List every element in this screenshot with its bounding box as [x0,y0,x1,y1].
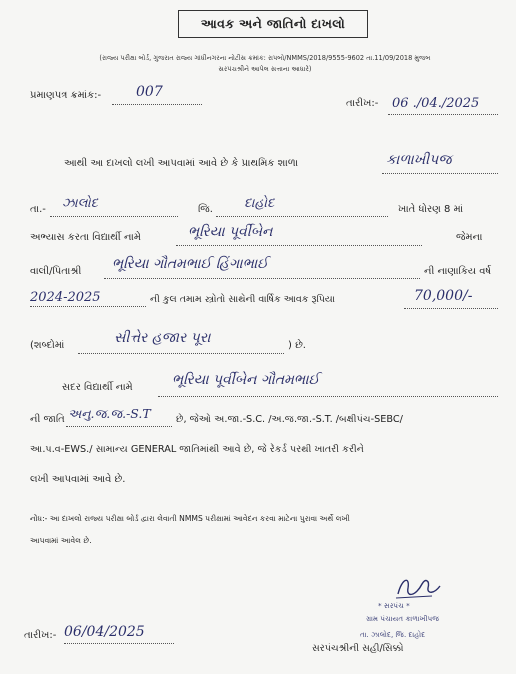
fin-year-text: ની નાણાકિય વર્ષ [424,266,492,277]
year-value: 2024-2025 [30,290,101,305]
school-line [382,173,498,174]
caste-value: અનુ.જ.જ.-S.T [68,406,151,421]
taluka-line [50,216,178,217]
student-name-value: ભૂરિયા પૂર્વીબેન [188,224,273,240]
stamp-line-3: તા. ઝાલોદ, જિ. દાહોદ [360,630,426,639]
guardian-line [104,278,420,279]
caste-options-2: આ.પ.વ-EWS./ સામાન્ય GENERAL જાતિમાંથી આવે છે, જે રેકર્ડ પરથી ખાતરી કરીને [30,444,364,455]
caste-end: લખી આપવામાં આવે છે. [30,474,126,485]
footer-date-line [64,643,174,644]
reference-note [30,53,500,75]
taluka-label: તા.- [30,204,46,215]
note-line-1: નોંધ:- આ દાખલો રાજ્ય પરીક્ષા બોર્ડ દ્વારા લેવાતી NMMS પરીક્ષામાં આવેદન કરવા માટેના પુરાવા અર્થે લખી [30,514,350,523]
district-label: જિ. [198,204,213,215]
certificate-no-value: 007 [136,84,163,100]
reference-line-2: સરપંચશ્રીને આપેલ સત્તાના આધારે) [218,65,312,73]
words-line [78,353,284,354]
district-value: દાહોદ [244,196,275,211]
document-title: આવક અને જાતિનો દાખલો [178,10,368,38]
school-value: કાળાખીપજ [386,152,452,168]
certificate-no-line [112,104,202,105]
signature-mark [392,572,444,602]
student-full-value: ભૂરિયા પૂર્વીબેન ગૌતમભાઈ [172,372,320,388]
para1-intro: આથી આ દાખલો લખી આપવામાં આવે છે કે પ્રાથમિક શાળા [64,158,299,169]
income-line [404,308,498,309]
student-name-line [176,245,422,246]
date-line [388,114,498,115]
district-line [216,216,388,217]
date-label: તારીખ:- [346,98,379,109]
guardian-value: ભૂરિયા ગૌતમભાઈ હિંગાભાઈ [112,256,269,272]
guardian-label: વાલી/પિતાશ્રી [30,266,82,277]
caste-line [66,426,172,427]
words-end: ) છે. [288,340,306,351]
certificate-no-label: પ્રમાણપત્ર ક્રમાંક:- [30,90,102,101]
words-label: (શબ્દોમાં [30,340,65,351]
para2-label: સદર વિદ્યાર્થી નામે [62,382,133,393]
stamp-line-2: ગ્રામ પંચાયત કાળાખીપજ [366,614,440,623]
whose-text: જેમના [456,232,483,243]
stamp-line-1: * સરપંચ * [378,601,410,610]
student-full-line [158,396,498,397]
footer-date-label: તારીખ:- [24,630,57,641]
words-value: સીત્તેર હજાર પૂરા [114,330,211,346]
study-text: અભ્યાસ કરતા વિદ્યાર્થી નામે [30,232,141,243]
standard-text: ખાતે ધોરણ 8 માં [398,204,464,215]
year-line [30,306,146,307]
footer-date-value: 06/04/2025 [64,624,145,640]
income-value: 70,000/- [414,288,473,304]
signature-label: સરપંચશ્રીની સહી/સિક્કો [312,643,404,654]
note-line-2: આપવામાં આવેલ છે. [30,536,92,545]
caste-label: ની જાતિ [30,414,65,425]
date-value: 06 ./04./2025 [392,96,480,111]
reference-line-1: (રાજ્ય પરીક્ષા બોર્ડ, ગુજરાત રાજ્ય ગાંધીનગરના નોટીસ ક્રમાંક: રાપબો/NMMS/2018/9555-9602 તા.11/09/2018 મુજબ [99,54,431,62]
caste-options: છે, જેઓ અ.જા.-S.C. /અ.જ.જા.-S.T. /બક્ષીપંચ-SEBC/ [176,414,403,425]
taluka-value: ઝાલોદ [62,196,98,211]
income-text: ની કુલ તમામ સ્ત્રોતો સાથેની વાર્ષિક આવક રૂપિયા [150,294,335,305]
